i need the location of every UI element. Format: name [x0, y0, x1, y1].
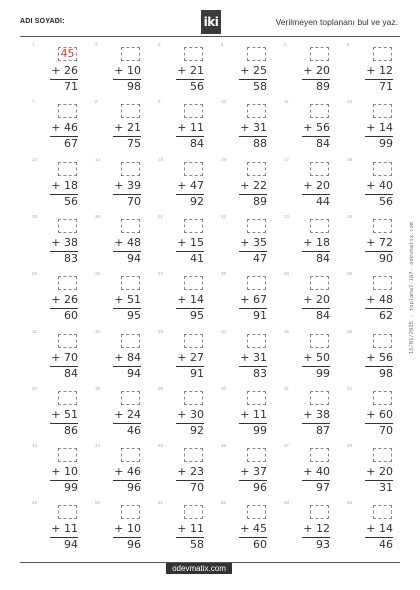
missing-addend-box[interactable] — [58, 391, 77, 405]
known-addend: + 50 — [303, 350, 330, 364]
problem-number: 19 — [32, 213, 38, 219]
addition-problem — [158, 213, 214, 276]
addition-problem — [34, 445, 88, 505]
missing-addend-box[interactable] — [184, 276, 203, 290]
missing-addend-box[interactable] — [373, 104, 392, 118]
known-addend: + 18 — [51, 178, 78, 192]
sum-value: 70 — [190, 481, 204, 495]
problem-number: 46 — [221, 443, 227, 449]
problem-number: 1 — [32, 42, 35, 47]
addition-problem — [221, 213, 277, 276]
sum-value: 96 — [127, 538, 141, 552]
sum-value: 70 — [379, 423, 393, 437]
problem-number: 47 — [284, 443, 290, 449]
sum-value: 94 — [127, 251, 141, 265]
addition-problem — [160, 445, 214, 505]
known-addend: + 14 — [366, 121, 393, 135]
sum-value: 99 — [379, 137, 393, 151]
addition-problem — [286, 101, 340, 161]
addition-problem — [284, 328, 340, 391]
name-label: ADI SOYADI: — [20, 18, 65, 25]
problem-number: 37 — [32, 385, 38, 391]
missing-addend-box[interactable] — [184, 334, 203, 348]
problem-number: 18 — [347, 156, 353, 162]
sum-value: 89 — [253, 194, 267, 208]
sum-value: 56 — [379, 194, 393, 208]
missing-addend-box[interactable] — [247, 276, 266, 290]
addition-problem — [221, 156, 277, 219]
known-addend: + 15 — [177, 235, 204, 249]
addition-problem — [32, 328, 88, 391]
problem-number: 52 — [221, 500, 227, 506]
missing-addend-box[interactable] — [310, 448, 329, 462]
known-addend: + 38 — [303, 407, 330, 421]
known-addend: + 37 — [240, 465, 267, 479]
missing-addend-box[interactable] — [373, 47, 392, 61]
known-addend: + 11 — [177, 121, 204, 135]
known-addend: + 20 — [303, 64, 330, 77]
problem-number: 21 — [158, 213, 164, 219]
known-addend: + 35 — [240, 235, 267, 249]
addition-problem — [34, 101, 88, 161]
problem-number: 31 — [32, 328, 38, 334]
known-addend: + 84 — [114, 350, 141, 364]
problem-number: 16 — [221, 156, 227, 162]
missing-addend-box[interactable] — [121, 276, 140, 290]
addition-problem — [286, 502, 340, 562]
addition-problem — [160, 101, 214, 161]
missing-addend-box[interactable] — [310, 47, 329, 61]
missing-addend-box[interactable]: 45 — [58, 47, 77, 61]
missing-addend-box[interactable] — [373, 219, 392, 233]
problem-number: 22 — [221, 213, 227, 219]
sum-value: 91 — [190, 366, 204, 380]
addition-problem — [347, 156, 403, 219]
addition-problem — [286, 273, 340, 333]
sum-value: 96 — [253, 481, 267, 495]
sum-value: 98 — [379, 366, 393, 380]
addition-problem — [34, 502, 88, 562]
missing-addend-box[interactable] — [373, 276, 392, 290]
missing-addend-box[interactable] — [373, 334, 392, 348]
problem-number: 4 — [221, 42, 224, 47]
sum-value: 93 — [316, 538, 330, 552]
known-addend: + 10 — [114, 64, 141, 77]
addition-problem — [347, 328, 403, 391]
addition-problem — [34, 273, 88, 333]
known-addend: + 20 — [366, 465, 393, 479]
problem-number: 13 — [32, 156, 38, 162]
problem-number: 7 — [32, 99, 35, 105]
missing-addend-box[interactable] — [121, 219, 140, 233]
sum-value: 84 — [64, 366, 78, 380]
problem-number: 43 — [32, 443, 38, 449]
sum-value: 92 — [190, 423, 204, 437]
sum-value: 44 — [316, 194, 330, 208]
missing-addend-box[interactable] — [310, 104, 329, 118]
problem-number: 42 — [347, 385, 353, 391]
sum-value: 41 — [190, 251, 204, 265]
known-addend: + 12 — [303, 522, 330, 536]
missing-addend-box[interactable] — [310, 391, 329, 405]
addition-problem — [349, 445, 403, 505]
problem-number: 27 — [158, 271, 164, 277]
sum-value: 62 — [379, 309, 393, 323]
addition-problem — [349, 101, 403, 161]
missing-addend-box[interactable] — [121, 448, 140, 462]
addition-problem — [347, 385, 403, 448]
known-addend: + 56 — [366, 350, 393, 364]
problem-number: 9 — [158, 99, 161, 105]
missing-addend-box[interactable] — [373, 162, 392, 176]
known-addend: + 26 — [51, 64, 78, 77]
known-addend: + 47 — [177, 178, 204, 192]
missing-addend-box[interactable] — [247, 391, 266, 405]
addition-problem — [95, 156, 151, 219]
addition-problem — [97, 101, 151, 161]
problem-number: 39 — [158, 385, 164, 391]
known-addend: + 70 — [51, 350, 78, 364]
missing-addend-box[interactable] — [58, 162, 77, 176]
sum-value: 84 — [316, 309, 330, 323]
sum-value: 58 — [190, 538, 204, 552]
problem-number: 5 — [284, 42, 287, 47]
problem-number: 40 — [221, 385, 227, 391]
known-addend: + 72 — [366, 235, 393, 249]
sum-value: 84 — [316, 251, 330, 265]
problem-number: 15 — [158, 156, 164, 162]
addition-problem — [223, 502, 277, 562]
known-addend: + 11 — [240, 407, 267, 421]
problem-number: 36 — [347, 328, 353, 334]
addition-problem — [160, 44, 214, 104]
problem-number: 33 — [158, 328, 164, 334]
addition-problem — [97, 44, 151, 104]
sum-value: 95 — [127, 309, 141, 323]
missing-addend-box[interactable] — [58, 219, 77, 233]
missing-addend-box[interactable] — [121, 162, 140, 176]
sum-value: 84 — [190, 137, 204, 151]
addition-problem — [223, 44, 277, 104]
missing-addend-box[interactable] — [310, 219, 329, 233]
missing-addend-box[interactable] — [247, 334, 266, 348]
problem-number: 48 — [347, 443, 353, 449]
sum-value: 96 — [127, 481, 141, 495]
missing-addend-box[interactable] — [247, 47, 266, 61]
missing-addend-box[interactable] — [58, 276, 77, 290]
known-addend: + 11 — [51, 522, 78, 536]
problem-number: 8 — [95, 99, 98, 105]
addition-problem — [223, 273, 277, 333]
known-addend: + 20 — [303, 293, 330, 307]
footer-site-label: odevmatix.com — [166, 563, 232, 574]
addition-problem — [160, 502, 214, 562]
known-addend: + 31 — [240, 350, 267, 364]
sum-value: 70 — [127, 194, 141, 208]
addition-problem — [97, 502, 151, 562]
known-addend: + 40 — [303, 465, 330, 479]
missing-addend-box[interactable] — [184, 219, 203, 233]
problem-number: 41 — [284, 385, 290, 391]
sum-value: 95 — [190, 309, 204, 323]
addition-problem — [286, 445, 340, 505]
known-addend: + 60 — [366, 407, 393, 421]
known-addend: + 24 — [114, 407, 141, 421]
sum-value: 31 — [379, 481, 393, 495]
problem-number: 3 — [158, 42, 161, 47]
known-addend: + 51 — [114, 293, 141, 307]
sum-value: 99 — [316, 366, 330, 380]
addition-problem — [221, 328, 277, 391]
addition-problem — [97, 445, 151, 505]
addition-problem — [32, 385, 88, 448]
addition-problem — [349, 44, 403, 104]
known-addend: + 10 — [51, 465, 78, 479]
missing-addend-box[interactable] — [184, 162, 203, 176]
sum-value: 46 — [127, 423, 141, 437]
missing-addend-box[interactable] — [373, 448, 392, 462]
logo: iki — [201, 10, 221, 34]
problem-number: 12 — [347, 99, 353, 105]
missing-addend-box[interactable] — [373, 505, 392, 519]
known-addend: + 46 — [114, 465, 141, 479]
missing-addend-box[interactable] — [184, 104, 203, 118]
addition-problem — [221, 385, 277, 448]
missing-addend-box[interactable] — [310, 505, 329, 519]
sum-value: 84 — [316, 137, 330, 151]
known-addend: + 26 — [51, 293, 78, 307]
addition-problem — [97, 273, 151, 333]
problem-number: 6 — [347, 42, 350, 47]
known-addend: + 38 — [51, 235, 78, 249]
addition-problem — [32, 213, 88, 276]
addition-problem — [32, 156, 88, 219]
addition-problem — [223, 101, 277, 161]
problem-number: 11 — [284, 99, 289, 105]
problem-number: 51 — [158, 500, 164, 506]
sum-value: 89 — [316, 80, 330, 93]
sum-value: 99 — [253, 423, 267, 437]
problem-number: 30 — [347, 271, 353, 277]
known-addend: + 67 — [240, 293, 267, 307]
addition-problem — [349, 502, 403, 562]
missing-addend-box[interactable] — [184, 391, 203, 405]
sum-value: 94 — [127, 366, 141, 380]
known-addend: + 21 — [114, 121, 141, 135]
problem-number: 54 — [347, 500, 353, 506]
known-addend: + 18 — [303, 235, 330, 249]
problem-number: 44 — [95, 443, 101, 449]
known-addend: + 10 — [114, 522, 141, 536]
problem-number: 28 — [221, 271, 227, 277]
known-addend: + 30 — [177, 407, 204, 421]
addition-problem — [158, 156, 214, 219]
known-addend: + 40 — [366, 178, 393, 192]
missing-addend-box[interactable] — [247, 162, 266, 176]
sum-value: 98 — [127, 80, 141, 93]
sum-value: 92 — [190, 194, 204, 208]
known-addend: + 27 — [177, 350, 204, 364]
sum-value: 91 — [253, 309, 267, 323]
problem-number: 26 — [95, 271, 101, 277]
sum-value: 97 — [316, 481, 330, 495]
addition-problem — [223, 445, 277, 505]
addition-problem — [286, 44, 340, 104]
sum-value: 83 — [253, 366, 267, 380]
known-addend: + 46 — [51, 121, 78, 135]
missing-addend-box[interactable] — [184, 505, 203, 519]
known-addend: + 22 — [240, 178, 267, 192]
sum-value: 75 — [127, 137, 141, 151]
problem-number: 38 — [95, 385, 101, 391]
sum-value: 46 — [379, 538, 393, 552]
known-addend: + 31 — [240, 121, 267, 135]
sum-value: 58 — [253, 80, 267, 93]
missing-addend-box[interactable] — [58, 104, 77, 118]
addition-problem — [95, 213, 151, 276]
known-addend: + 11 — [177, 522, 204, 536]
missing-addend-box[interactable] — [184, 448, 203, 462]
sum-value: 86 — [64, 423, 78, 437]
problem-number: 14 — [95, 156, 101, 162]
missing-addend-box[interactable] — [121, 505, 140, 519]
sum-value: 60 — [64, 309, 78, 323]
addition-problem — [34, 44, 88, 104]
sum-value: 88 — [253, 137, 267, 151]
addition-problem — [95, 328, 151, 391]
missing-addend-box[interactable] — [310, 334, 329, 348]
known-addend: + 45 — [240, 522, 267, 536]
problem-number: 35 — [284, 328, 290, 334]
missing-addend-box[interactable] — [121, 391, 140, 405]
addition-problem — [347, 213, 403, 276]
missing-addend-box[interactable] — [121, 104, 140, 118]
header-divider — [20, 36, 400, 37]
problem-number: 34 — [221, 328, 227, 334]
sum-value: 71 — [64, 80, 78, 93]
addition-problem — [284, 385, 340, 448]
problem-number: 2 — [95, 42, 98, 47]
sum-value: 71 — [379, 80, 393, 93]
missing-addend-box[interactable] — [121, 334, 140, 348]
addition-problem — [95, 385, 151, 448]
sum-value: 56 — [190, 80, 204, 93]
addition-problem — [158, 328, 214, 391]
addition-problem — [284, 156, 340, 219]
known-addend: + 39 — [114, 178, 141, 192]
missing-addend-box[interactable] — [184, 47, 203, 61]
missing-addend-box[interactable] — [247, 448, 266, 462]
problem-number: 10 — [221, 99, 227, 105]
missing-addend-box[interactable] — [247, 219, 266, 233]
addition-problem — [158, 385, 214, 448]
problem-number: 24 — [347, 213, 353, 219]
problem-number: 17 — [284, 156, 290, 162]
missing-addend-box[interactable] — [58, 505, 77, 519]
missing-addend-box[interactable] — [310, 162, 329, 176]
side-watermark-text: 15/01/2025 - toplama7-167- odevmatix.com — [409, 221, 415, 355]
problem-number: 29 — [284, 271, 290, 277]
known-addend: + 21 — [177, 64, 204, 77]
problem-number: 53 — [284, 500, 290, 506]
addition-problem — [284, 213, 340, 276]
missing-addend-box[interactable] — [247, 505, 266, 519]
sum-value: 94 — [64, 538, 78, 552]
known-addend: + 23 — [177, 465, 204, 479]
problem-number: 25 — [32, 271, 38, 277]
known-addend: + 14 — [366, 522, 393, 536]
known-addend: + 48 — [366, 293, 393, 307]
sum-value: 60 — [253, 538, 267, 552]
missing-addend-box[interactable] — [310, 276, 329, 290]
sum-value: 90 — [379, 251, 393, 265]
sum-value: 67 — [64, 137, 78, 151]
problem-grid — [20, 44, 400, 556]
instruction-text: Verilmeyen toplananı bul ve yaz. — [275, 17, 398, 27]
known-addend: + 12 — [366, 64, 393, 77]
missing-addend-box[interactable] — [121, 47, 140, 61]
missing-addend-box[interactable] — [58, 448, 77, 462]
addition-problem — [160, 273, 214, 333]
problem-number: 49 — [32, 500, 38, 506]
missing-addend-box[interactable] — [58, 334, 77, 348]
known-addend: + 20 — [303, 178, 330, 192]
problem-number: 50 — [95, 500, 101, 506]
known-addend: + 25 — [240, 64, 267, 77]
page-header — [20, 10, 400, 36]
sum-value: 83 — [64, 251, 78, 265]
sum-value: 87 — [316, 423, 330, 437]
known-addend: + 56 — [303, 121, 330, 135]
problem-number: 23 — [284, 213, 290, 219]
sum-value: 47 — [253, 251, 267, 265]
problem-number: 45 — [158, 443, 164, 449]
known-addend: + 51 — [51, 407, 78, 421]
known-addend: + 14 — [177, 293, 204, 307]
problem-number: 20 — [95, 213, 101, 219]
missing-addend-box[interactable] — [247, 104, 266, 118]
addition-problem — [349, 273, 403, 333]
sum-value: 99 — [64, 481, 78, 495]
sum-value: 56 — [64, 194, 78, 208]
problem-number: 32 — [95, 328, 101, 334]
known-addend: + 48 — [114, 235, 141, 249]
missing-addend-box[interactable] — [373, 391, 392, 405]
